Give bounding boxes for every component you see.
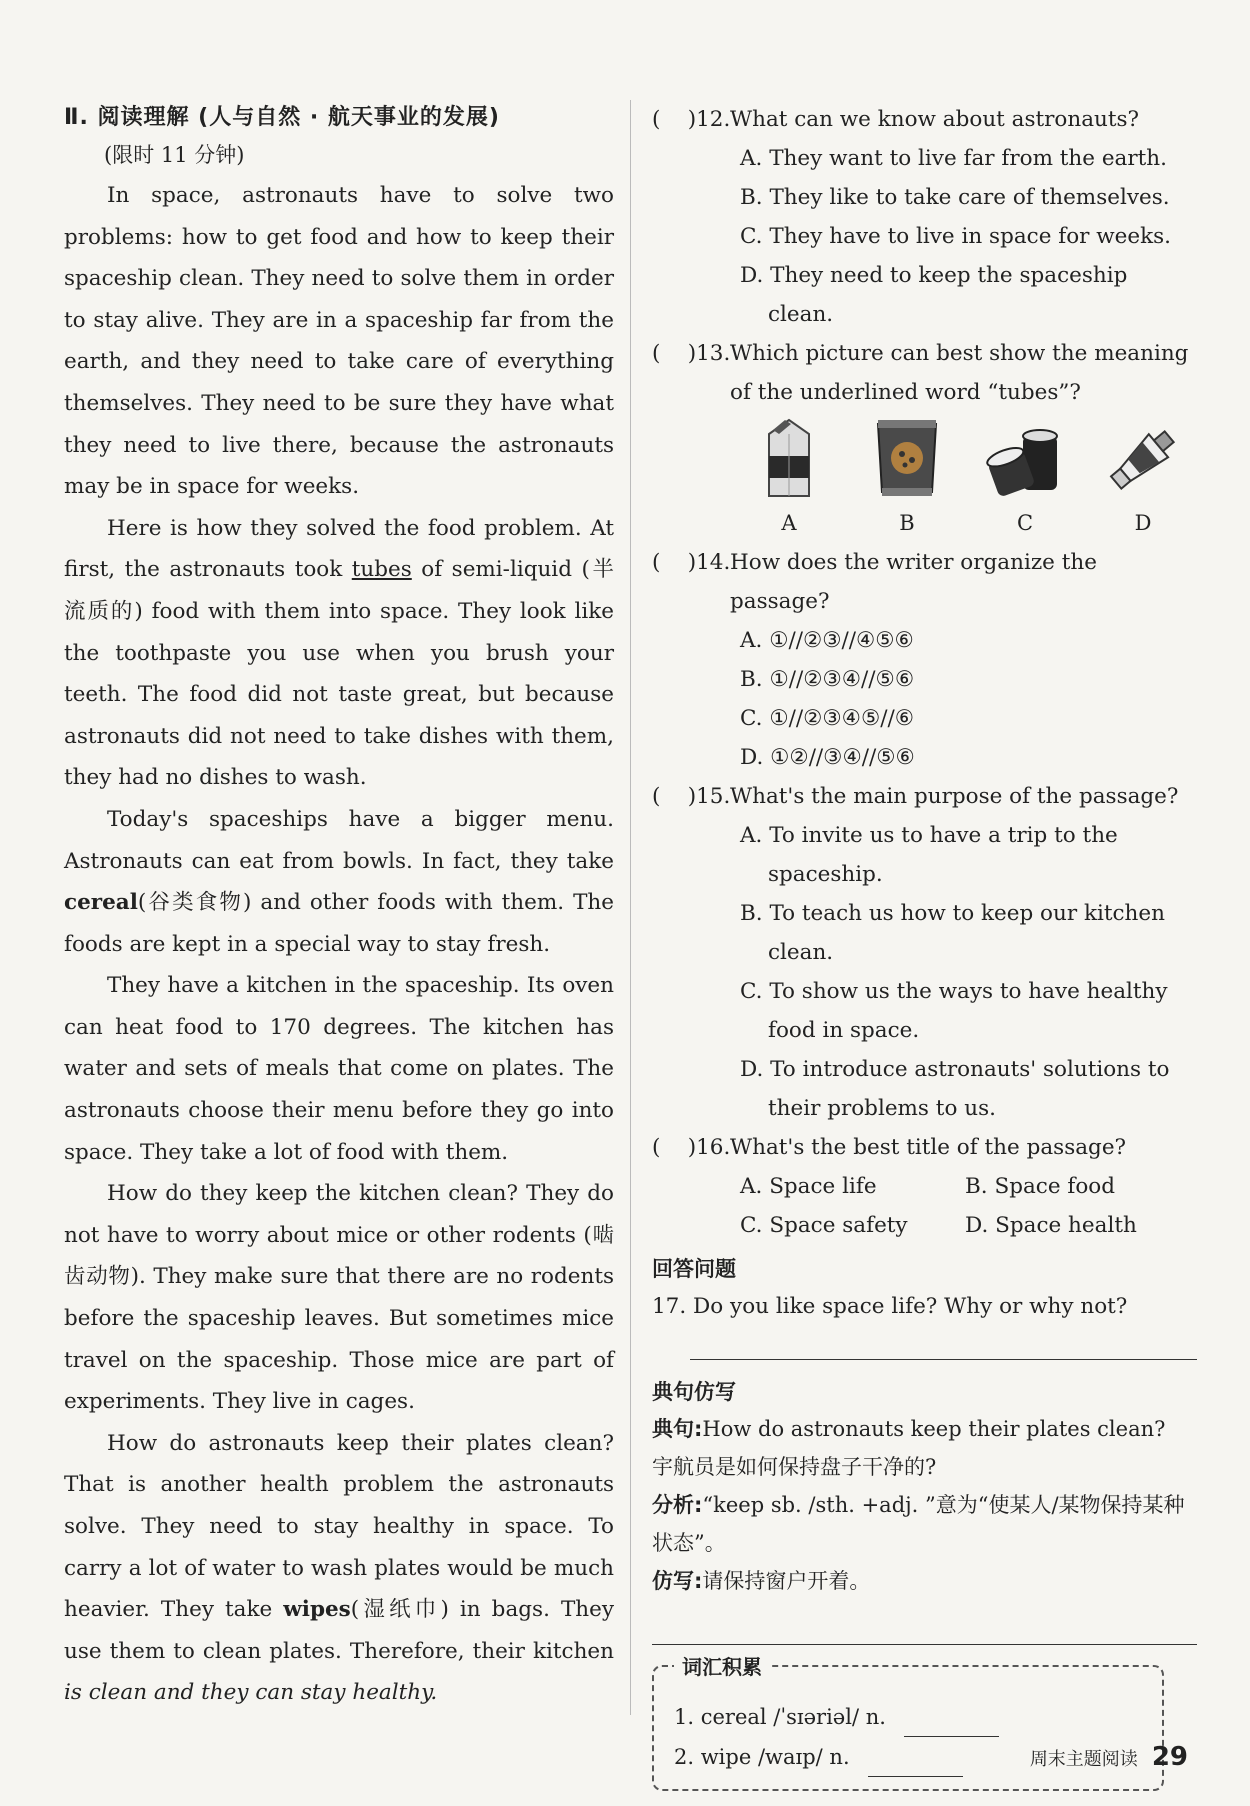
option-c: C. To show us the ways to have healthy food in space. (740, 979, 1168, 1043)
practice-answer-line[interactable] (652, 1614, 1197, 1645)
question-17: 17. Do you like space life? Why or why not? (652, 1294, 1128, 1319)
question-16 (652, 1128, 1197, 1245)
vocab-blank[interactable] (904, 1710, 999, 1737)
cans-icon (983, 416, 1067, 500)
section-title: Ⅱ. 阅读理解 (人与自然 · 航天事业的发展) (64, 105, 500, 130)
question-14 (652, 543, 1197, 777)
example-translation: 宇航员是如何保持盘子干净的? (652, 1455, 937, 1479)
picture-c[interactable]: C (980, 416, 1070, 543)
picture-options (744, 416, 1197, 543)
time-limit: (限时 11 分钟) (104, 143, 245, 167)
answer-bracket[interactable]: ( )16. (652, 1135, 731, 1160)
page-footer (1030, 1742, 1188, 1772)
question-stem: Which picture can best show the meaning of the underlined word “tubes”? (730, 341, 1189, 405)
paragraph-3: Today's spaceships have a bigger menu. Astronauts can eat from bowls. In fact, they take cereal(谷类食物) and other foods with them. The foods are kept in a special way to stay fresh. (64, 806, 614, 957)
vocab-blank[interactable] (868, 1750, 963, 1777)
option-d: D. To introduce astronauts' solutions to their problems to us. (740, 1057, 1170, 1121)
passage-column (64, 100, 614, 1714)
question-15 (652, 777, 1197, 1128)
option-a: A. They want to live far from the earth. (740, 146, 1167, 171)
paragraph-6: How do astronauts keep their plates clean? That is another health problem the astronauts solve. They need to stay healthy in space. To carry a lot of water to wash plates would be much heavier. They take wipes(湿纸巾) in bags. They use them to clean plates. Therefore, their kitchen is clean and they can stay healthy. (64, 1430, 614, 1706)
picture-b[interactable]: B (862, 416, 952, 543)
snack-bag-icon (872, 416, 942, 500)
picture-a[interactable]: A (744, 416, 834, 543)
option-c: C. ①//②③④⑤//⑥ (740, 706, 914, 731)
option-a: A. ①//②③//④⑤⑥ (740, 628, 914, 653)
question-12 (652, 100, 1197, 334)
answer-bracket[interactable]: ( )15. (652, 784, 731, 809)
option-c: C. Space safety (740, 1213, 908, 1238)
practice: 仿写:请保持窗户开着。 (652, 1569, 871, 1593)
paragraph-2: Here is how they solved the food problem. At first, the astronauts took tubes of semi-liquid (半流质的) food with them into space. They look like the toothpaste you use when you brush your teeth. The food did not taste great, but because astronauts did not need to take dishes with them, they had no dishes to wash. (64, 515, 614, 791)
option-d: D. They need to keep the spaceship clean. (740, 263, 1128, 327)
picture-d[interactable]: D (1098, 416, 1188, 543)
page-number: 29 (1151, 1742, 1188, 1772)
imitation-heading: 典句仿写 (652, 1380, 736, 1404)
underlined-word-tubes: tubes (351, 557, 412, 583)
vocab-item: 2. wipe /waɪp/ n. (674, 1737, 1144, 1777)
answer-bracket[interactable]: ( )12. (652, 107, 731, 132)
question-stem: What's the best title of the passage? (730, 1135, 1127, 1160)
answer-bracket[interactable]: ( )13. (652, 341, 731, 366)
milk-carton-icon (759, 416, 819, 500)
option-a: A. To invite us to have a trip to the spaceship. (740, 823, 1118, 887)
option-a: A. Space life (740, 1174, 877, 1199)
option-b: B. Space food (965, 1174, 1115, 1199)
option-c: C. They have to live in space for weeks. (740, 224, 1172, 249)
vocab-box (652, 1655, 1164, 1791)
option-b: B. To teach us how to keep our kitchen clean. (740, 901, 1165, 965)
answer-line[interactable] (690, 1329, 1197, 1360)
bold-word-cereal: cereal (64, 890, 138, 916)
vocab-title: 词汇积累 (674, 1651, 770, 1680)
option-d: D. ①②//③④//⑤⑥ (740, 745, 915, 770)
question-stem: How does the writer organize the passage? (730, 550, 1097, 614)
toothpaste-tube-icon (1098, 416, 1188, 500)
option-d: D. Space health (965, 1213, 1137, 1238)
answer-bracket[interactable]: ( )14. (652, 550, 731, 575)
example-sentence: 典句:How do astronauts keep their plates clean? (652, 1417, 1166, 1441)
column-divider (630, 100, 631, 1715)
vocab-item: 1. cereal /ˈsɪəriəl/ n. (674, 1697, 1144, 1737)
option-b: B. They like to take care of themselves. (740, 185, 1170, 210)
question-stem: What's the main purpose of the passage? (730, 784, 1179, 809)
analysis: 分析:“keep sb. /sth. +adj. ”意为“使某人/某物保持某种状态”。 (652, 1493, 1185, 1555)
question-13 (652, 334, 1197, 543)
footer-text: 周末主题阅读 (1029, 1749, 1138, 1770)
answer-section-heading: 回答问题 (652, 1257, 736, 1281)
question-stem: What can we know about astronauts? (730, 107, 1140, 132)
option-b: B. ①//②③④//⑤⑥ (740, 667, 915, 692)
questions-column (652, 100, 1197, 1791)
paragraph-5: How do they keep the kitchen clean? They do not have to worry about mice or other rodents (啮齿动物). They make sure that there are no rodents before the spaceship leaves. But sometimes mice travel on the spaceship. Those mice are part of experiments. They live in cages. (64, 1181, 614, 1415)
paragraph-1: In space, astronauts have to solve two problems: how to get food and how to keep their spaceship clean. They need to solve them in order to stay alive. They are in a spaceship far from the earth, and they need to take care of everything themselves. They need to be sure they have what they need to live there, because the astronauts may be in space for weeks. (64, 183, 614, 500)
bold-word-wipes: wipes (283, 1597, 351, 1623)
paragraph-4: They have a kitchen in the spaceship. Its oven can heat food to 170 degrees. The kitchen has water and sets of meals that come on plates. The astronauts choose their menu before they go into space. They take a lot of food with them. (64, 973, 614, 1165)
